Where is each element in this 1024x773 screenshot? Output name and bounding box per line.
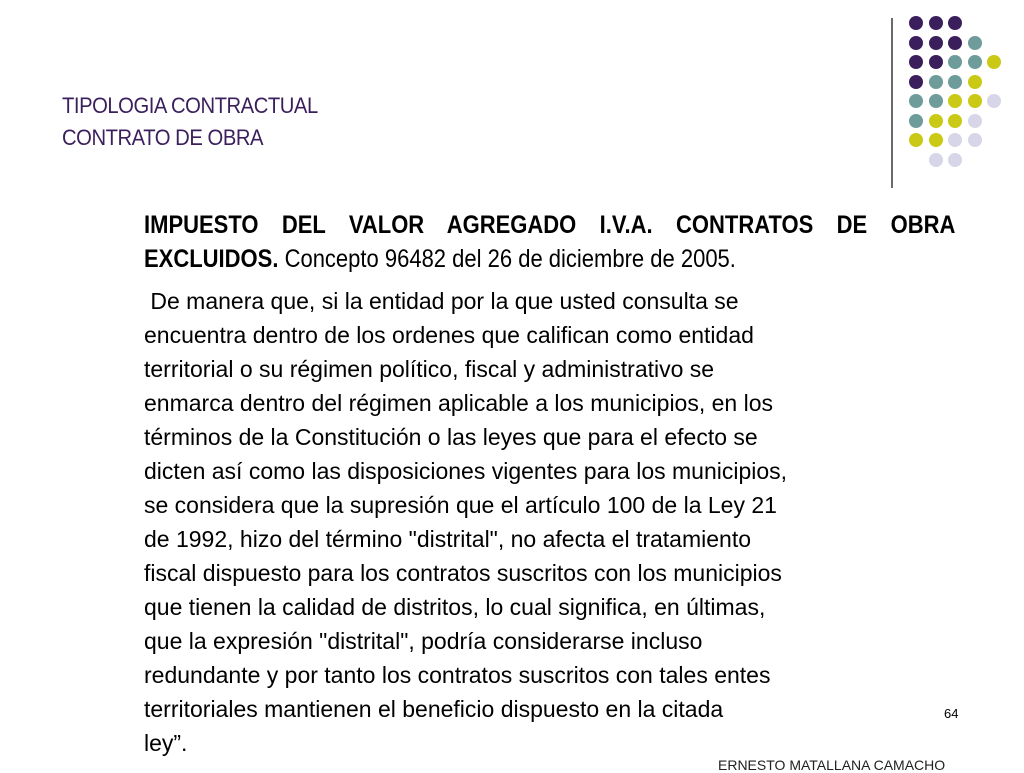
decorative-dot — [968, 55, 982, 69]
decorative-dot — [929, 36, 943, 50]
decorative-dot — [909, 114, 923, 128]
decorative-dot — [968, 94, 982, 108]
decorative-dot — [929, 16, 943, 30]
heading-reference-text: Concepto 96482 del 26 de diciembre de 2005. — [278, 245, 736, 273]
title-line-2: CONTRATO DE OBRA — [62, 125, 264, 150]
decorative-dot — [929, 153, 943, 167]
decorative-dot — [909, 55, 923, 69]
decorative-dot — [909, 94, 923, 108]
decorative-dot — [909, 75, 923, 89]
decorative-dot — [968, 114, 982, 128]
decorative-dot — [968, 36, 982, 50]
decorative-dot — [948, 36, 962, 50]
decorative-dot — [948, 133, 962, 147]
decorative-dot — [948, 94, 962, 108]
decorative-dot — [929, 114, 943, 128]
decorative-dot — [968, 75, 982, 89]
heading-bold-text: IMPUESTO DEL VALOR AGREGADO I.V.A. CONTRATOS DE OBRA EXCLUIDOS. — [144, 211, 956, 273]
decorative-dot — [948, 114, 962, 128]
section-heading — [144, 208, 955, 276]
body-paragraph: De manera que, si la entidad por la que usted consulta se encuentra dentro de los ordenes que califican como entidad territorial o su régimen político, fiscal y administrativo se enmarca dentro del régimen aplicable a los municipios, en los términos de la Constitución o las leyes que para el efecto se dicten así como las disposiciones vigentes para los municipios, se considera que la supresión que el artículo 100 de la Ley 21 de 1992, hizo del término "distrital", no afecta el tratamiento fiscal dispuesto para los contratos suscritos con los municipios que tienen la calidad de distritos, lo cual significa, en últimas, que la expresión "distrital", podría considerarse incluso redundante y por tanto los contratos suscritos con tales entes territoriales mantienen el beneficio dispuesto en la citada ley”. — [144, 288, 788, 756]
decorative-dot — [929, 133, 943, 147]
title-line-1: TIPOLOGIA CONTRACTUAL — [62, 93, 318, 118]
decorative-dot — [948, 16, 962, 30]
decorative-divider — [891, 18, 893, 188]
decorative-dot — [987, 94, 1001, 108]
page-number: 64 — [944, 706, 959, 721]
decorative-dot — [909, 36, 923, 50]
decorative-dot — [909, 16, 923, 30]
decorative-dot — [929, 94, 943, 108]
decorative-dot — [929, 75, 943, 89]
decorative-dot — [948, 55, 962, 69]
decorative-dot — [929, 55, 943, 69]
slide-content — [144, 208, 959, 760]
decorative-dot — [948, 153, 962, 167]
author-footer: ERNESTO MATALLANA CAMACHO — [718, 757, 946, 773]
slide-title — [62, 90, 318, 154]
decorative-dot — [968, 133, 982, 147]
decorative-dot — [909, 133, 923, 147]
decorative-dot — [948, 75, 962, 89]
decorative-dot — [987, 55, 1001, 69]
